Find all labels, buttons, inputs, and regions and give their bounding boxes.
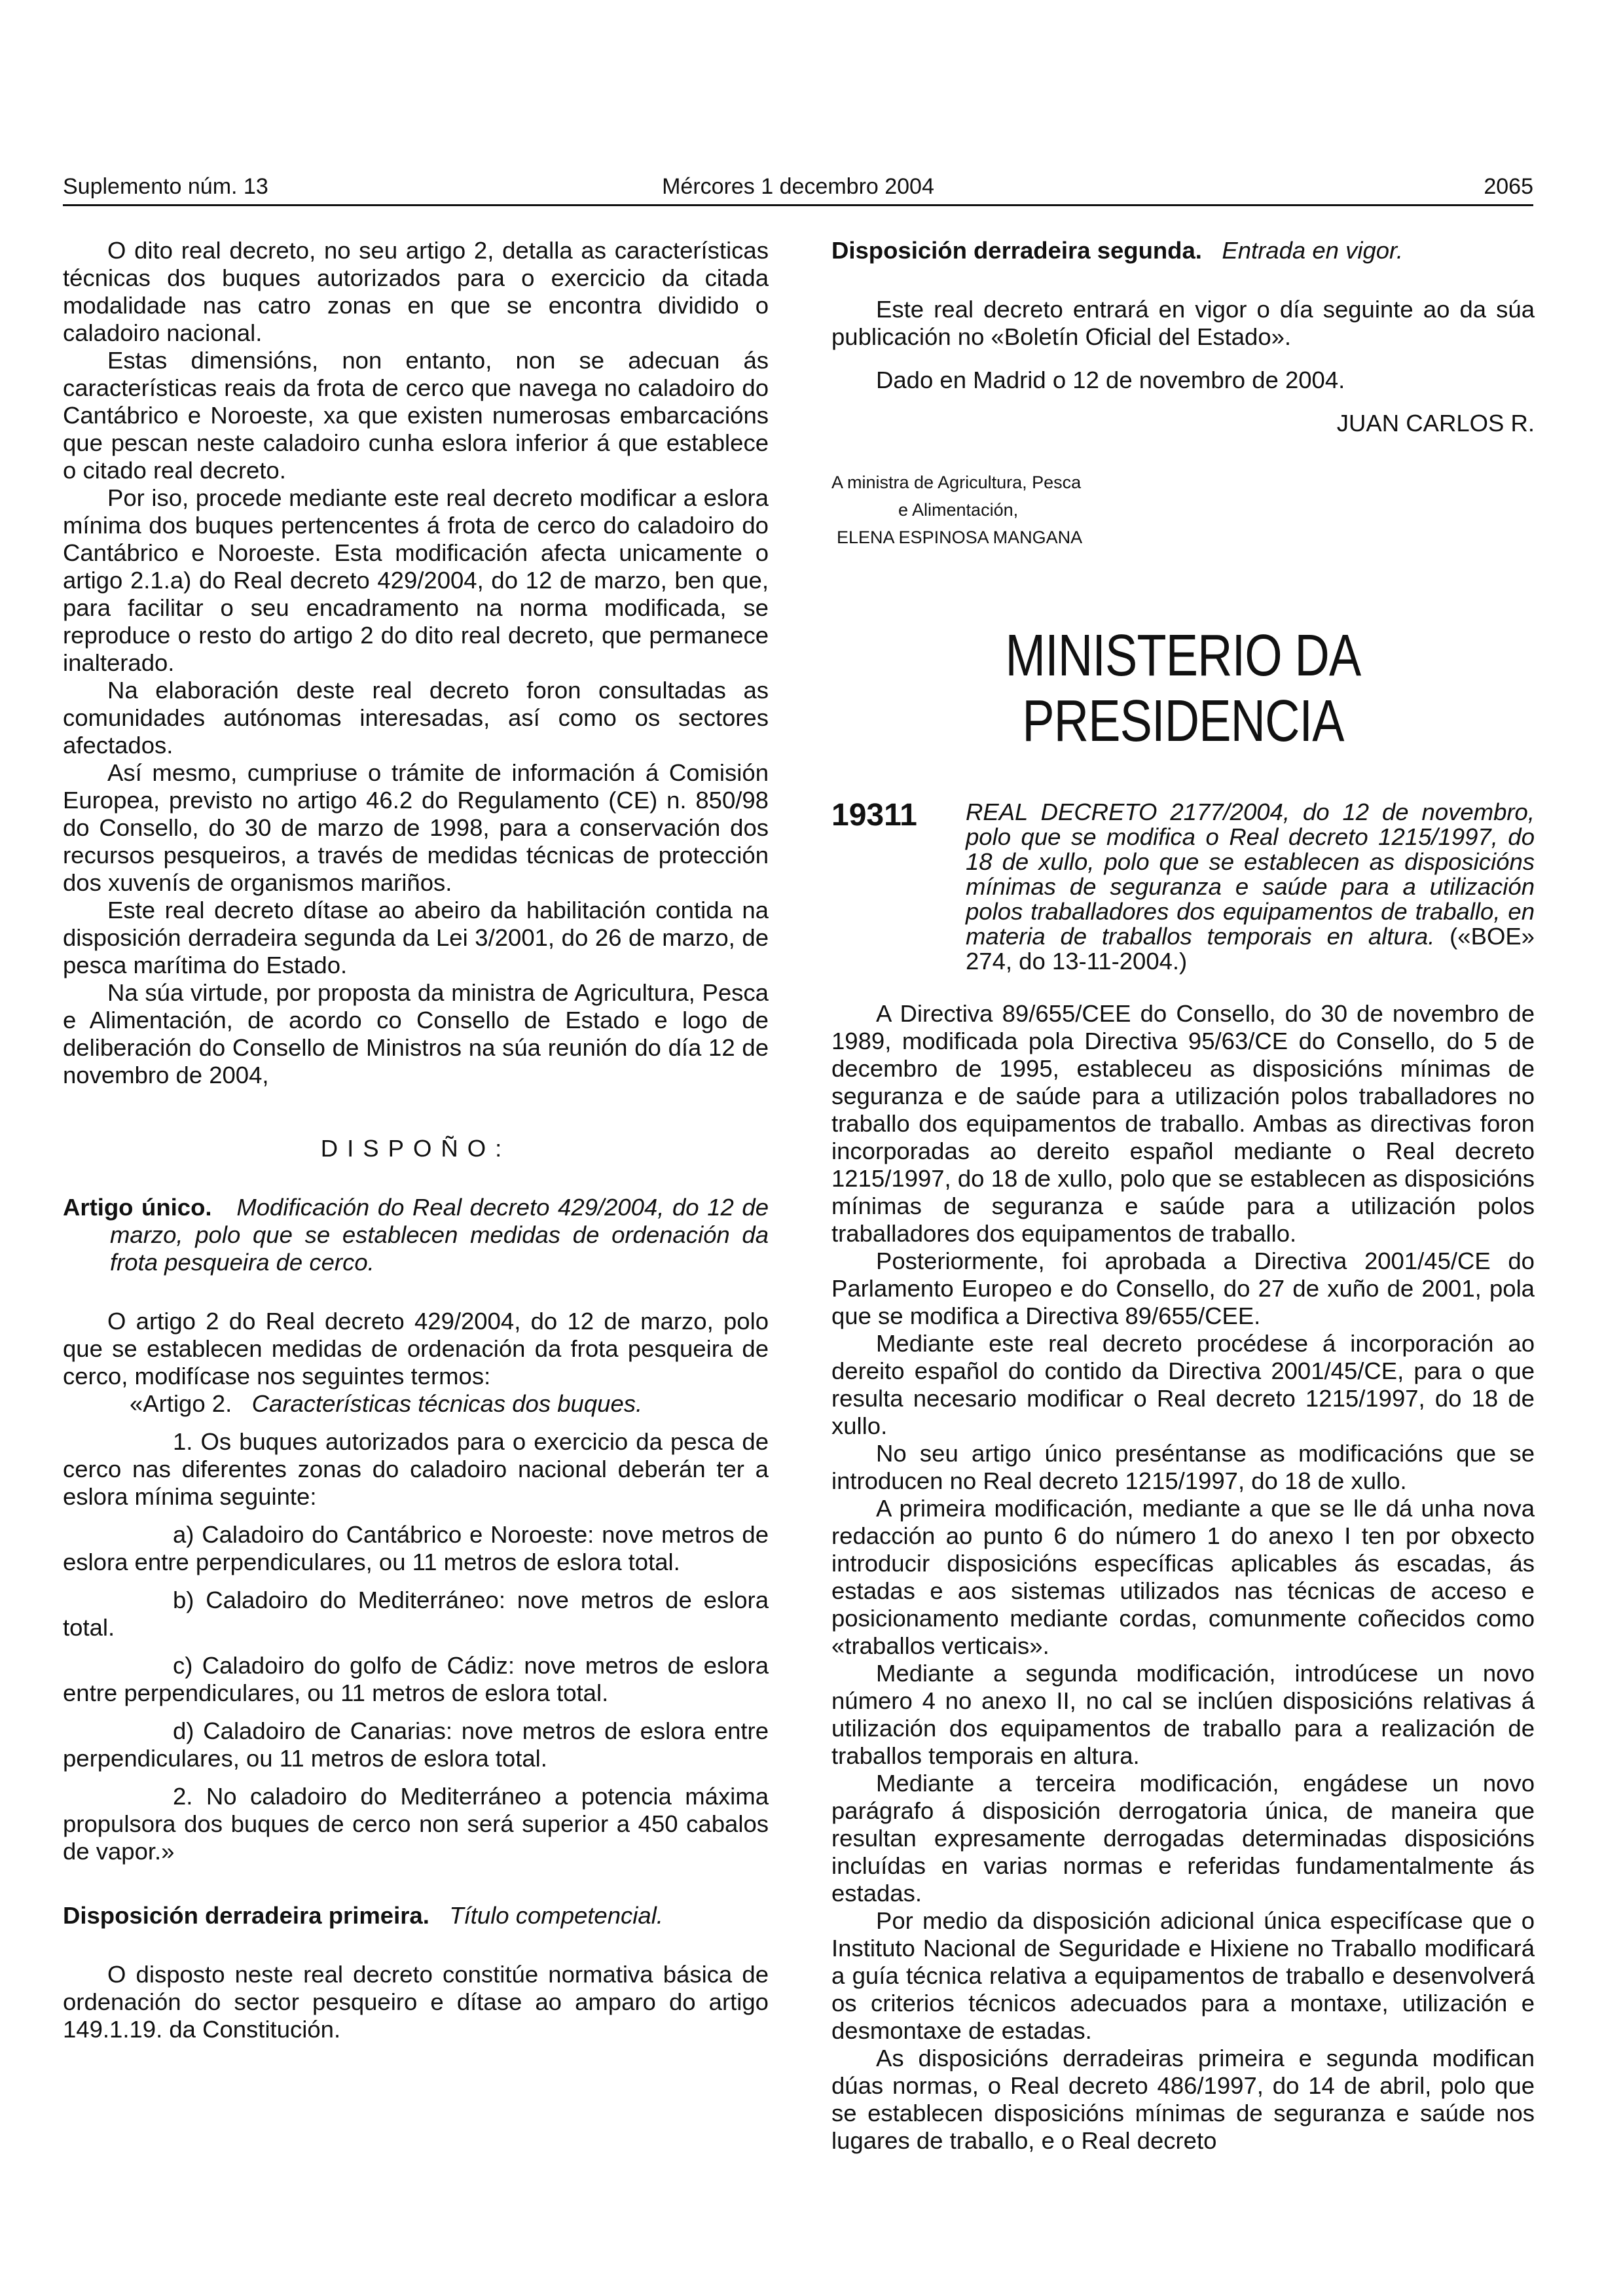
quoted-item: c) Caladoiro do golfo de Cádiz: nove metros de eslora entre perpendiculares, ou 11 metros de eslora total. [63, 1652, 769, 1706]
paragraph: Así mesmo, cumpriuse o trámite de información á Comisión Europea, previsto no artigo 46.2 do Regulamento (CE) n. 850/98 do Consello, do 30 de marzo de 1998, para a conservación dos recursos pesqueiros, a través de medidas técnicas de protección dos xuvenís de organismos mariños. [63, 759, 769, 896]
paragraph: Por medio da disposición adicional única especifícase que o Instituto Nacional de Seguridade e Hixiene no Traballo modificará a guía técnica relativa a equipamentos de traballo e desenvolverá os criterios técnicos adecuados para a montaxe, utilización e desmontaxe de estadas. [831, 1907, 1535, 2044]
minister-title: A ministra de Agricultura, Pesca [831, 473, 1082, 492]
final-provision-title: Título competencial. [449, 1902, 663, 1929]
paragraph: O disposto neste real decreto constitúe normativa básica de ordenación do sector pesqueiro e dítase ao amparo do artigo 149.1.19. da Constitución. [63, 1961, 769, 2043]
paragraph: Mediante a segunda modificación, introdúcese un novo número 4 no anexo II, no cal se inclúen disposicións relativas á utilización dos equipamentos de traballo para a realización de traballos temporais en altura. [831, 1660, 1535, 1769]
paragraph: Este real decreto dítase ao abeiro da habilitación contida na disposición derradeira segunda da Lei 3/2001, do 26 de marzo, de pesca marítima do Estado. [63, 897, 769, 978]
final-provision-title: Entrada en vigor. [1222, 237, 1403, 264]
paragraph: No seu artigo único preséntanse as modificacións que se introducen no Real decreto 1215/1997, do 18 de xullo. [831, 1440, 1535, 1494]
paragraph: Posteriormente, foi aprobada a Directiva 2001/45/CE do Parlamento Europeo e do Consello, do 27 de xuño de 2001, pola que se modifica a Directiva 89/655/CEE. [831, 1247, 1535, 1329]
left-column [63, 237, 769, 2043]
quoted-article-heading [63, 1390, 769, 1418]
quoted-item: b) Caladoiro do Mediterráneo: nove metros de eslora total. [63, 1587, 769, 1641]
boe-reference: («BOE» 274, do 13-11-2004.) [966, 923, 1535, 975]
paragraph: A primeira modificación, mediante a que se lle dá unha nova redacción ao punto 6 do número 1 do anexo I ten por obxecto introducir disposicións específicas aplicables ás escadas, ás estadas e aos sistemas utilizados nas técnicas de acceso e posicionamento mediante cordas, comunmente coñecidos como «traballos verticais». [831, 1495, 1535, 1659]
paragraph: O dito real decreto, no seu artigo 2, detalla as características técnicas dos buques autorizados para o exercicio da citada modalidade nas catro zonas en que se encontra dividido o caladoiro nacional. [63, 237, 769, 346]
paragraph: Na súa virtude, por proposta da ministra de Agricultura, Pesca e Alimentación, de acordo co Consello de Estado e logo de deliberación do Consello de Ministros na súa reunión do día 12 de novembro de 2004, [63, 979, 769, 1088]
page-header [63, 174, 1533, 206]
right-column [831, 237, 1535, 2155]
paragraph: O artigo 2 do Real decreto 429/2004, do 12 de marzo, polo que se establecen medidas de ordenación da frota pesqueira de cerco, modifícase nos seguintes termos: [63, 1308, 769, 1390]
article-title: Modificación do Real decreto 429/2004, do 12 de marzo, polo que se establecen medidas de ordenación da frota pesqueira de cerco. [110, 1194, 769, 1276]
final-provision-label: Disposición derradeira segunda. [831, 237, 1202, 264]
supplement-number: Suplemento núm. 13 [63, 174, 268, 199]
quoted-paragraph: 2. No caladoiro do Mediterráneo a potencia máxima propulsora dos buques de cerco non será superior a 450 cabalos de vapor.» [63, 1783, 769, 1865]
article-heading [63, 1194, 769, 1276]
minister-title-cont: e Alimentación, [898, 500, 1019, 520]
publication-date: Mércores 1 decembro 2004 [662, 174, 934, 199]
final-provision-label: Disposición derradeira primeira. [63, 1902, 429, 1929]
quoted-article-title: Características técnicas dos buques. [251, 1390, 643, 1417]
king-signature: JUAN CARLOS R. [1336, 410, 1535, 437]
paragraph: Mediante este real decreto procédese á incorporación ao dereito español do contido da Directiva 2001/45/CE, para o que resulta necesario modificar o Real decreto 1215/1997, do 18 de xullo. [831, 1330, 1535, 1439]
paragraph: Este real decreto entrará en vigor o día seguinte ao da súa publicación no «Boletín Oficial del Estado». [831, 296, 1535, 350]
paragraph: Por iso, procede mediante este real decreto modificar a eslora mínima dos buques pertencentes á frota de cerco do caladoiro do Cantábrico e Noroeste. Esta modificación afecta unicamente o artigo 2.1.a) do Real decreto 429/2004, do 12 de marzo, ben que, para facilitar o seu encadramento na norma modificada, se reproduce o resto do artigo 2 do dito real decreto, que permanece inalterado. [63, 484, 769, 676]
quoted-paragraph: 1. Os buques autorizados para o exercicio da pesca de cerco nas diferentes zonas do caladoiro nacional deberán ter a eslora mínima seguinte: [63, 1428, 769, 1510]
decree-number: 19311 [831, 798, 917, 833]
paragraph: Mediante a terceira modificación, engádese un novo parágrafo á disposición derrogatoria única, de maneira que resultan expresamente derrogadas determinadas disposicións incluídas en varias normas e referidas fundamentalmente ás estadas. [831, 1770, 1535, 1907]
article-label: Artigo único. [63, 1194, 212, 1221]
minister-name: ELENA ESPINOSA MANGANA [837, 528, 1083, 547]
paragraph: As disposicións derradeiras primeira e segunda modifican dúas normas, o Real decreto 486/1997, do 14 de abril, polo que se establecen disposicións mínimas de seguranza e saúde nos lugares de traballo, e o Real decreto [831, 2045, 1535, 2154]
paragraph: A Directiva 89/655/CEE do Consello, do 30 de novembro de 1989, modificada pola Directiva 95/63/CE do Consello, do 5 de decembro de 1995, estableceu as disposicións mínimas de seguranza e de saúde para a utilización polos traballadores no traballo dos equipamentos de traballo. Ambas as directivas foron incorporadas ao dereito español mediante o Real decreto 1215/1997, do 18 de xullo, polo que se establecen as disposicións mínimas de seguranza e saúde para a utilización polos traballadores dos equipamentos de traballo. [831, 1000, 1535, 1247]
quoted-item: a) Caladoiro do Cantábrico e Noroeste: nove metros de eslora entre perpendiculares, ou 11 metros de eslora total. [63, 1521, 769, 1575]
ministry-heading: MINISTERIO DA PRESIDENCIA [1005, 623, 1361, 754]
paragraph: Estas dimensións, non entanto, non se adecuan ás características reais da frota de cerco que navega no caladoiro do Cantábrico e Noroeste, xa que existen numerosas embarcacións que pescan neste caladoiro cunha eslora inferior á que establece o citado real decreto. [63, 347, 769, 484]
quoted-article-label: «Artigo 2. [130, 1390, 232, 1417]
dispono-heading: DISPOÑO: [320, 1135, 511, 1162]
decree-heading [831, 800, 1535, 974]
date-line: Dado en Madrid o 12 de novembro de 2004. [876, 367, 1345, 393]
paragraph: Na elaboración deste real decreto foron consultadas as comunidades autónomas interesadas, así como os sectores afectados. [63, 677, 769, 759]
page-number: 2065 [1484, 174, 1533, 199]
decree-title: REAL DECRETO 2177/2004, do 12 de novembro, polo que se modifica o Real decreto 1215/1997, do 18 de xullo, polo que se establecen as disposicións mínimas de seguranza e saúde para a utilización polos traballadores dos equipamentos de traballo, en materia de traballos temporais en altura. («BOE» 274, do 13-11-2004.) [966, 798, 1535, 975]
quoted-item: d) Caladoiro de Canarias: nove metros de eslora entre perpendiculares, ou 11 metros de eslora total. [63, 1717, 769, 1772]
final-provision-heading [63, 1902, 769, 1929]
header-rule [63, 204, 1533, 206]
final-provision-heading [831, 237, 1535, 264]
